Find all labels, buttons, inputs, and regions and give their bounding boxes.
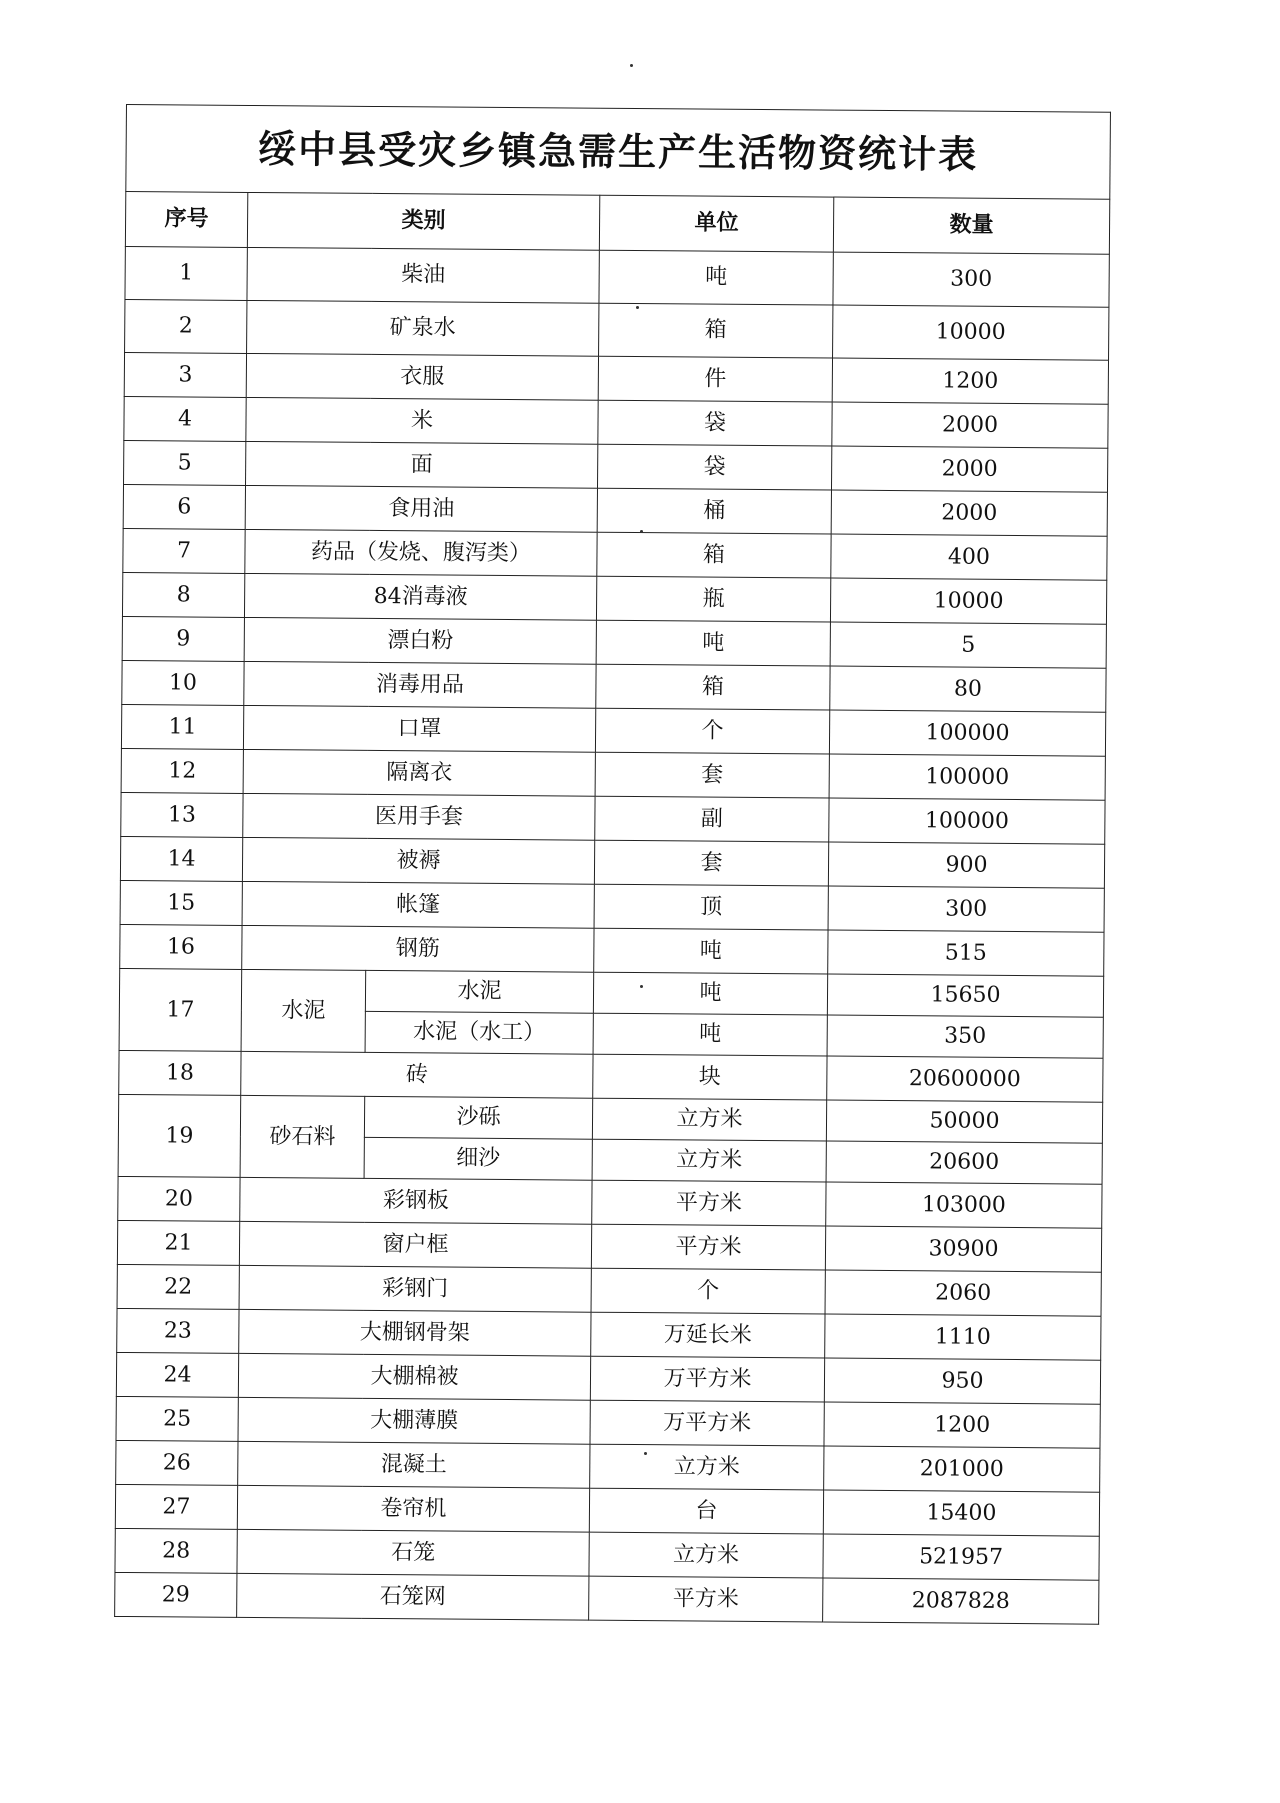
row-index: 18 [119, 1050, 241, 1095]
row-category: 彩钢门 [239, 1265, 591, 1312]
row-category: 柴油 [247, 247, 599, 303]
row-category: 卷帘机 [237, 1485, 589, 1532]
row-category: 隔离衣 [243, 749, 595, 796]
row-quantity: 30900 [825, 1226, 1101, 1272]
row-category: 药品（发烧、腹泻类） [245, 529, 597, 576]
row-unit: 万平方米 [590, 1400, 824, 1446]
table-row [115, 1572, 1099, 1624]
row-category: 混凝土 [238, 1441, 590, 1488]
row-unit: 套 [594, 840, 828, 886]
row-quantity: 2000 [831, 446, 1107, 492]
header-row [125, 192, 1109, 255]
row-unit: 立方米 [592, 1098, 826, 1141]
table-row [122, 616, 1106, 668]
row-unit: 袋 [597, 444, 831, 490]
table-row [119, 968, 1103, 1017]
table-row [121, 748, 1105, 800]
table-row [121, 792, 1105, 844]
row-category: 大棚钢骨架 [239, 1309, 591, 1356]
row-index: 7 [123, 528, 245, 573]
row-quantity: 15650 [827, 974, 1103, 1017]
row-index: 6 [123, 484, 245, 529]
row-index: 21 [117, 1220, 239, 1265]
table-row [117, 1264, 1101, 1316]
row-quantity: 950 [824, 1358, 1100, 1404]
row-index: 16 [120, 924, 242, 969]
row-category: 帐篷 [242, 881, 594, 928]
scan-speck [636, 306, 639, 309]
row-category: 米 [246, 397, 598, 444]
row-unit: 吨 [596, 620, 830, 666]
table-row [118, 1094, 1102, 1143]
row-category: 矿泉水 [247, 300, 599, 356]
row-quantity: 900 [828, 842, 1104, 888]
row-quantity: 515 [828, 930, 1104, 976]
row-quantity: 20600 [826, 1141, 1102, 1184]
row-index: 20 [118, 1176, 240, 1221]
row-unit: 立方米 [592, 1139, 826, 1182]
row-category: 口罩 [243, 705, 595, 752]
row-category: 石笼 [237, 1529, 589, 1576]
table-row [124, 352, 1108, 404]
row-category: 窗户框 [239, 1221, 591, 1268]
document-sheet [114, 104, 1110, 1625]
row-index: 2 [125, 299, 247, 353]
row-quantity: 1200 [824, 1402, 1100, 1448]
row-quantity: 100000 [829, 710, 1105, 756]
row-unit: 平方米 [592, 1180, 826, 1226]
row-index: 24 [116, 1352, 238, 1397]
row-unit: 块 [593, 1054, 827, 1100]
header-quantity: 数量 [833, 197, 1109, 254]
table-row [116, 1396, 1100, 1448]
row-unit: 平方米 [591, 1224, 825, 1270]
scan-speck [644, 1452, 647, 1455]
table-row [125, 299, 1109, 360]
table-row [124, 440, 1108, 492]
row-unit: 个 [591, 1268, 825, 1314]
scan-speck [640, 530, 643, 533]
row-unit: 平方米 [589, 1576, 823, 1622]
row-index: 27 [115, 1484, 237, 1529]
row-category: 砖 [241, 1051, 593, 1098]
header-index: 序号 [125, 192, 247, 248]
table-body [115, 246, 1110, 1624]
row-index: 22 [117, 1264, 239, 1309]
row-category: 食用油 [245, 485, 597, 532]
row-unit: 立方米 [589, 1532, 823, 1578]
table-row [122, 572, 1106, 624]
row-index: 28 [115, 1528, 237, 1573]
row-unit: 箱 [597, 532, 831, 578]
row-unit: 副 [595, 796, 829, 842]
row-subcategory: 水泥（水工） [365, 1011, 593, 1054]
scan-speck [630, 64, 633, 67]
row-unit: 万平方米 [590, 1356, 824, 1402]
row-category: 被褥 [242, 837, 594, 884]
row-index: 10 [122, 660, 244, 705]
row-quantity: 103000 [826, 1182, 1102, 1228]
row-index: 5 [124, 440, 246, 485]
row-category: 大棚棉被 [238, 1353, 590, 1400]
row-index: 29 [115, 1572, 237, 1617]
row-category: 彩钢板 [240, 1177, 592, 1224]
table-row [120, 880, 1104, 932]
row-unit: 吨 [599, 250, 833, 305]
table-title: 绥中县受灾乡镇急需生产生活物资统计表 [126, 105, 1111, 200]
row-quantity: 350 [827, 1015, 1103, 1058]
table-row [122, 660, 1106, 712]
row-index: 1 [125, 246, 247, 300]
supplies-table [114, 104, 1111, 1625]
row-index: 9 [122, 616, 244, 661]
row-quantity: 2087828 [823, 1578, 1099, 1624]
row-quantity: 5 [830, 622, 1106, 668]
row-unit: 个 [595, 708, 829, 754]
row-category: 84消毒液 [244, 573, 596, 620]
row-unit: 桶 [597, 488, 831, 534]
row-subcategory: 水泥 [365, 970, 593, 1013]
row-category: 医用手套 [243, 793, 595, 840]
row-quantity: 10000 [830, 578, 1106, 624]
table-row [116, 1440, 1100, 1492]
row-category: 钢筋 [242, 925, 594, 972]
row-unit: 箱 [596, 664, 830, 710]
row-quantity: 1110 [825, 1314, 1101, 1360]
row-quantity: 2060 [825, 1270, 1101, 1316]
row-index: 13 [121, 792, 243, 837]
row-quantity: 80 [830, 666, 1106, 712]
row-quantity: 521957 [823, 1534, 1099, 1580]
row-index: 25 [116, 1396, 238, 1441]
row-quantity: 2000 [831, 490, 1107, 536]
table-row [115, 1484, 1099, 1536]
table-row [117, 1308, 1101, 1360]
row-unit: 瓶 [596, 576, 830, 622]
row-index: 23 [117, 1308, 239, 1353]
row-quantity: 300 [833, 252, 1109, 307]
row-unit: 吨 [593, 972, 827, 1015]
row-unit: 万延长米 [591, 1312, 825, 1358]
table-row [116, 1352, 1100, 1404]
row-unit: 立方米 [590, 1444, 824, 1490]
table-row [115, 1528, 1099, 1580]
row-category: 石笼网 [237, 1573, 589, 1620]
row-quantity: 50000 [826, 1100, 1102, 1143]
row-quantity: 15400 [823, 1490, 1099, 1536]
row-category: 面 [246, 441, 598, 488]
row-quantity: 20600000 [827, 1056, 1103, 1102]
row-index: 12 [121, 748, 243, 793]
row-index: 19 [118, 1094, 241, 1177]
row-quantity: 2000 [832, 402, 1108, 448]
row-unit: 袋 [598, 400, 832, 446]
table-row [118, 1176, 1102, 1228]
row-index: 4 [124, 396, 246, 441]
row-quantity: 201000 [824, 1446, 1100, 1492]
header-category: 类别 [247, 192, 599, 250]
row-index: 15 [120, 880, 242, 925]
table-row [117, 1220, 1101, 1272]
row-category: 衣服 [246, 353, 598, 400]
row-index: 11 [121, 704, 243, 749]
scan-speck [640, 985, 643, 988]
row-unit: 顶 [594, 884, 828, 930]
row-quantity: 300 [828, 886, 1104, 932]
row-unit: 件 [598, 356, 832, 402]
row-quantity: 100000 [829, 798, 1105, 844]
row-quantity: 10000 [833, 305, 1109, 360]
row-category: 大棚薄膜 [238, 1397, 590, 1444]
row-quantity: 100000 [829, 754, 1105, 800]
table-row [123, 484, 1107, 536]
row-unit: 吨 [594, 928, 828, 974]
row-group-category: 水泥 [241, 969, 366, 1052]
row-quantity: 400 [831, 534, 1107, 580]
table-row [120, 836, 1104, 888]
table-row [123, 528, 1107, 580]
table-row [119, 1050, 1103, 1102]
row-unit: 箱 [599, 303, 833, 358]
row-subcategory: 沙砾 [364, 1096, 592, 1139]
row-quantity: 1200 [832, 358, 1108, 404]
table-row [121, 704, 1105, 756]
row-unit: 台 [589, 1488, 823, 1534]
row-index: 8 [122, 572, 244, 617]
table-row [120, 924, 1104, 976]
row-index: 3 [124, 352, 246, 397]
row-unit: 吨 [593, 1013, 827, 1056]
table-row [124, 396, 1108, 448]
row-index: 17 [119, 968, 242, 1051]
row-subcategory: 细沙 [364, 1137, 592, 1180]
row-index: 26 [116, 1440, 238, 1485]
row-category: 消毒用品 [244, 661, 596, 708]
table-row [125, 246, 1109, 307]
row-unit: 套 [595, 752, 829, 798]
row-category: 漂白粉 [244, 617, 596, 664]
row-index: 14 [120, 836, 242, 881]
row-group-category: 砂石料 [240, 1095, 365, 1178]
header-unit: 单位 [599, 195, 833, 252]
